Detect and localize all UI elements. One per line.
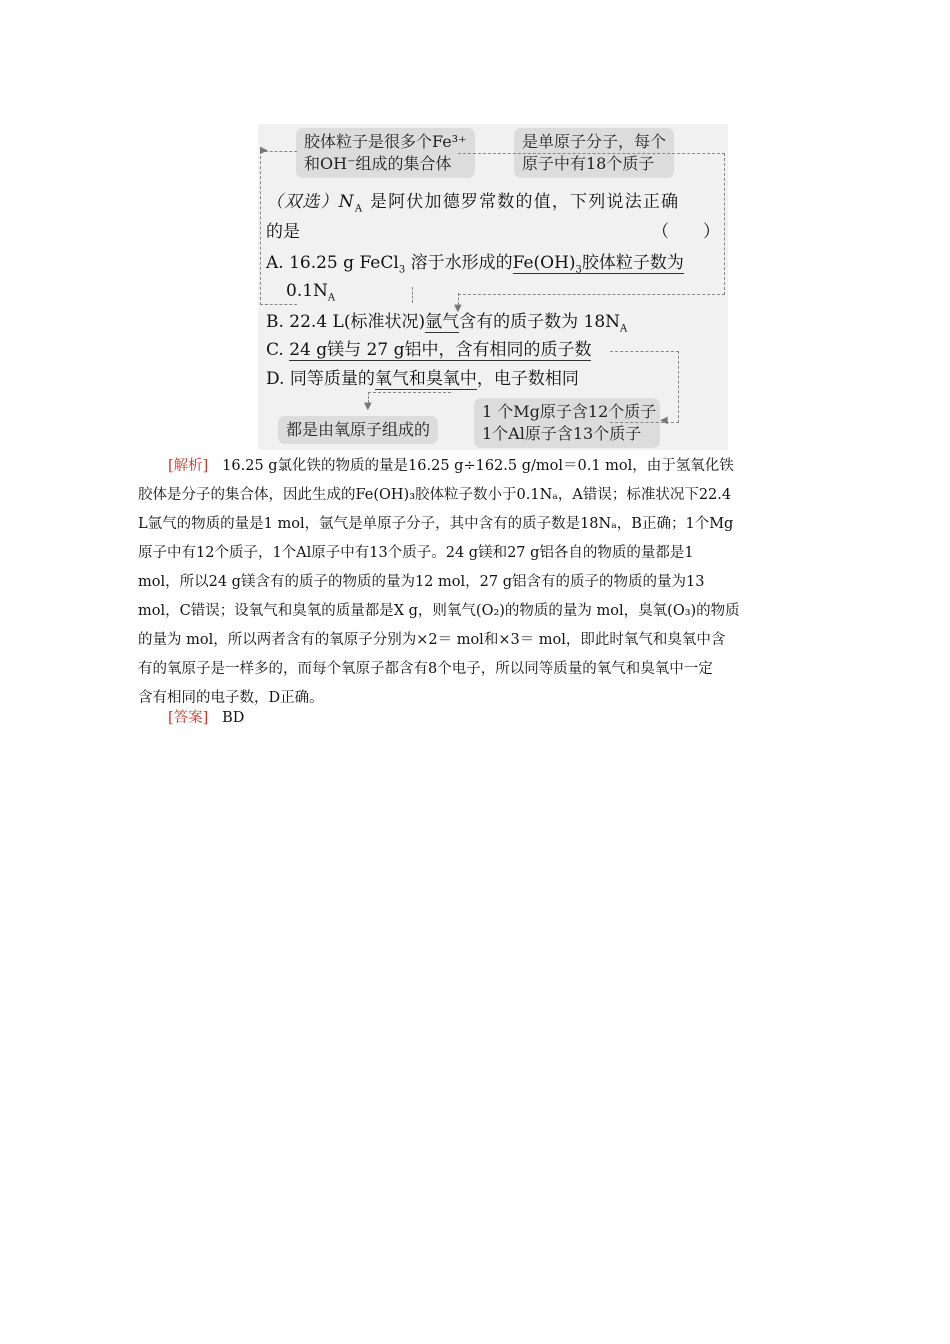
option-d: D. 同等质量的氧气和臭氧中，电子数相同 xyxy=(266,369,579,389)
analysis-line-4: 原子中有12个质子，1个Al原子中有13个质子。24 g镁和27 g铝各自的物质的量都是1 xyxy=(138,545,694,561)
answer-bracket: （ ） xyxy=(652,222,720,242)
note-oxygen: 都是由氧原子组成的 xyxy=(278,416,438,444)
analysis-line-7: 的量为 mol，所以两者含有的氧原子分别为×2＝ mol和×3＝ mol，即此时氧气和臭氧中含 xyxy=(138,632,726,648)
analysis-line-3: L氩气的物质的量是1 mol，氩气是单原子分子，其中含有的质子数是18Nₐ，B正确；1个Mg xyxy=(138,516,734,532)
answer-value: BD xyxy=(222,710,245,726)
option-a-line1: A. 16.25 g FeCl$_3$ 溶于水形成的$Fe(OH)_3$胶体粒子数为 xyxy=(266,253,684,276)
note-colloid-line1: 胶体粒子是很多个Fe³⁺ xyxy=(304,132,467,151)
connector-monatomic-arrowhead: ▼ xyxy=(454,303,462,314)
connector-protons-arrowhead: ◀ xyxy=(660,415,668,426)
analysis-line-2: 胶体是分子的集合体，因此生成的Fe(OH)₃胶体粒子数小于0.1Nₐ，A错误；标准状况下22.4 xyxy=(138,487,732,503)
analysis-line-1: [解析] 16.25 g氯化铁的物质的量是16.25 g÷162.5 g/mol＝0.1 mol，由于氢氧化铁 xyxy=(168,458,734,474)
answer-label: [答案] xyxy=(168,710,209,726)
note-protons-line1: 1 个Mg原子含12个质子 xyxy=(482,402,657,421)
answer-section xyxy=(138,704,814,733)
question-figure xyxy=(258,124,728,450)
connector-colloid xyxy=(260,151,297,305)
question-stem-line1: （双选）$N_A$ 是阿伏加德罗常数的值，下列说法正确 xyxy=(266,192,680,215)
connector-oxygen-arrowhead: ▼ xyxy=(364,401,372,412)
note-monatomic-line2: 原子中有18个质子 xyxy=(522,154,655,173)
connector-protons xyxy=(610,351,679,423)
question-stem-line2: 的是 （ ） xyxy=(266,222,720,242)
note-monatomic-line1: 是单原子分子，每个 xyxy=(522,132,667,151)
connector-oxygen xyxy=(368,392,451,403)
note-protons-line2: 1个Al原子含13个质子 xyxy=(482,424,642,443)
option-c: C. 24 g镁与 27 g铝中，含有相同的质子数 xyxy=(266,340,592,360)
connector-colloid-arrowhead: ▶ xyxy=(260,145,268,156)
note-colloid xyxy=(296,128,475,178)
analysis-label: [解析] xyxy=(168,458,209,474)
analysis-line-8: 有的氧原子是一样多的，而每个氧原子都含有8个电子，所以同等质量的氧气和臭氧中一定 xyxy=(138,661,713,677)
connector-colloid-right xyxy=(412,287,414,303)
option-b: B. 22.4 L(标准状况)氩气含有的质子数为 $18N_A$ xyxy=(266,312,628,335)
note-colloid-line2: 和OH⁻组成的集合体 xyxy=(304,154,452,173)
option-a-underline: $Fe(OH)_3$胶体粒子数为 xyxy=(512,253,684,276)
option-a-line2: $0.1N_A$ xyxy=(286,281,336,304)
analysis-line-6: mol，C错误；设氧气和臭氧的质量都是X g，则氧气(O₂)的物质的量为 mol，臭氧(O₃)的物质 xyxy=(138,603,740,619)
connector-monatomic xyxy=(458,153,725,295)
analysis-line-5: mol，所以24 g镁含有的质子的物质的量为12 mol，27 g铝含有的质子的物质的量为13 xyxy=(138,574,705,590)
analysis-line-9: 含有相同的电子数，D正确。 xyxy=(138,690,324,706)
